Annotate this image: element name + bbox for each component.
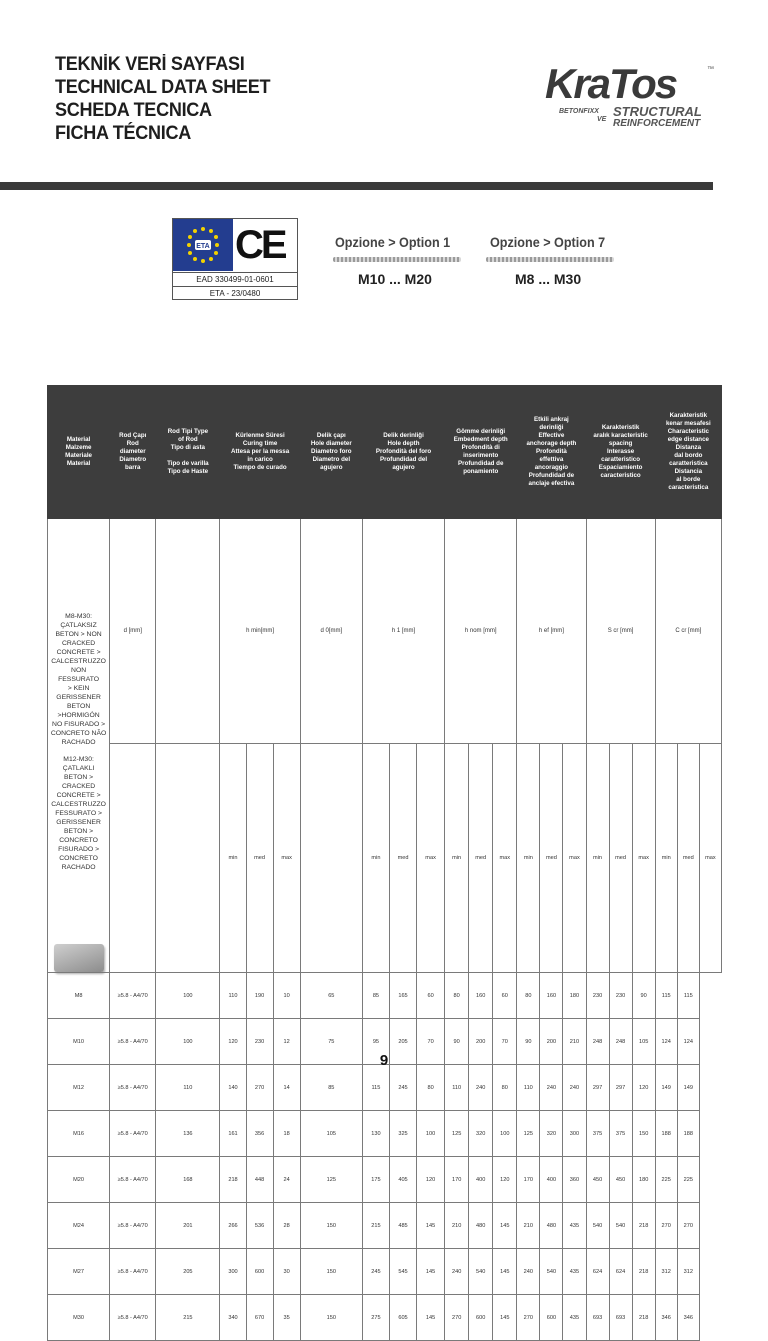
option-7-range: M8 ... M30 xyxy=(515,271,582,287)
curing-time-2: 670 xyxy=(246,1295,273,1341)
sub-scr-1: med xyxy=(609,743,632,972)
hole-diameter: 18 xyxy=(273,1111,300,1157)
sub-empty-d0 xyxy=(300,743,362,972)
h1-1: 245 xyxy=(362,1249,389,1295)
rod-type: ≥5.8 - A4/70 xyxy=(110,973,156,1019)
scr-2: 248 xyxy=(609,1019,632,1065)
sub-empty-type xyxy=(156,743,220,972)
unit-h1: h 1 [mm] xyxy=(362,519,444,744)
h1-0: 150 xyxy=(300,1249,362,1295)
hef-0: 145 xyxy=(493,1203,517,1249)
unit-d: d [mm] xyxy=(110,519,156,744)
header-edge-distance: Karakteristik kenar mesafesi Characteristic edge distance Distanza dal bordo caratteristica Distancia al borde caracteristica xyxy=(655,386,721,519)
table-row xyxy=(48,1065,722,1111)
scr-0: 435 xyxy=(563,1203,586,1249)
ccr-0: 218 xyxy=(632,1203,655,1249)
rod-type: ≥5.8 - A4/70 xyxy=(110,1019,156,1065)
rod-type: ≥5.8 - A4/70 xyxy=(110,1295,156,1341)
hnom-2: 600 xyxy=(469,1295,493,1341)
threaded-rod-7-icon xyxy=(486,257,614,262)
h1-0: 85 xyxy=(300,1065,362,1111)
sub-hnom-1: med xyxy=(469,743,493,972)
sub-h1-2: max xyxy=(417,743,445,972)
ccr-0: 120 xyxy=(632,1065,655,1111)
rod-type: ≥5.8 - A4/70 xyxy=(110,1203,156,1249)
brand-reinforcement: REINFORCEMENT xyxy=(613,118,701,129)
scr-2: 624 xyxy=(609,1249,632,1295)
option-1-range: M10 ... M20 xyxy=(358,271,432,287)
curing-time-0: 205 xyxy=(156,1249,220,1295)
hef-0: 70 xyxy=(493,1019,517,1065)
minmax-row xyxy=(48,743,722,972)
header-curing-time: Kürlenme Süresi Curing time Attesa per la messa in carico Tiempo de curado xyxy=(220,386,300,519)
curing-time-1: 110 xyxy=(220,973,246,1019)
h1-2: 405 xyxy=(389,1157,416,1203)
ccr-0: 105 xyxy=(632,1019,655,1065)
brand-tm: ™ xyxy=(707,66,714,73)
hnom-2: 240 xyxy=(469,1065,493,1111)
scr-0: 360 xyxy=(563,1157,586,1203)
hnom-0: 145 xyxy=(417,1295,445,1341)
hnom-0: 60 xyxy=(417,973,445,1019)
header-material: Material Malzeme Materiale Material xyxy=(48,386,110,519)
material-uncracked: M8-M30: ÇATLAKSIZ BETON > NON CRACKED CONCRETE > CALCESTRUZZO NON FESSURATO > KEIN GERISSENER BETON >HORMIGÓN NO FISURADO > CONCRETO NÃO RACHADO xyxy=(50,613,107,746)
hnom-1: 270 xyxy=(445,1295,469,1341)
hef-1: 210 xyxy=(517,1203,540,1249)
table-row xyxy=(48,1111,722,1157)
curing-time-2: 190 xyxy=(246,973,273,1019)
ccr-0: 90 xyxy=(632,973,655,1019)
table-row xyxy=(48,973,722,1019)
title-spanish: FICHA TÉCNICA xyxy=(55,123,192,144)
hnom-0: 120 xyxy=(417,1157,445,1203)
curing-time-0: 168 xyxy=(156,1157,220,1203)
hnom-1: 90 xyxy=(445,1019,469,1065)
hnom-1: 125 xyxy=(445,1111,469,1157)
title-turkish: TEKNİK VERİ SAYFASI xyxy=(55,54,245,75)
ccr-0: 218 xyxy=(632,1249,655,1295)
ccr-1: 346 xyxy=(655,1295,677,1341)
scr-1: 450 xyxy=(586,1157,609,1203)
ce-certificate-box xyxy=(172,218,298,300)
rod-type: ≥5.8 - A4/70 xyxy=(110,1157,156,1203)
scr-0: 435 xyxy=(563,1295,586,1341)
ccr-2: 225 xyxy=(677,1157,699,1203)
h1-1: 115 xyxy=(362,1065,389,1111)
scr-2: 230 xyxy=(609,973,632,1019)
hole-diameter: 12 xyxy=(273,1019,300,1065)
sub-scr-2: max xyxy=(632,743,655,972)
sub-hef-1: med xyxy=(540,743,563,972)
hef-1: 80 xyxy=(517,973,540,1019)
eta-label: ETA xyxy=(196,243,210,250)
ccr-1: 225 xyxy=(655,1157,677,1203)
header-spacing: Karakteristik aralık karacteristic spacing Interasse caratteristico Espaciamiento caracteristico xyxy=(586,386,655,519)
unit-scr: S cr [mm] xyxy=(586,519,655,744)
sub-hnom-0: min xyxy=(445,743,469,972)
scr-2: 297 xyxy=(609,1065,632,1111)
hef-1: 270 xyxy=(517,1295,540,1341)
page-number: 9 xyxy=(379,1052,389,1069)
h1-0: 75 xyxy=(300,1019,362,1065)
sub-empty-d xyxy=(110,743,156,972)
hef-2: 600 xyxy=(540,1295,563,1341)
curing-time-0: 136 xyxy=(156,1111,220,1157)
rod-type: ≥5.8 - A4/70 xyxy=(110,1065,156,1111)
hef-2: 200 xyxy=(540,1019,563,1065)
h1-1: 215 xyxy=(362,1203,389,1249)
curing-time-2: 600 xyxy=(246,1249,273,1295)
h1-0: 65 xyxy=(300,973,362,1019)
rod-type: ≥5.8 - A4/70 xyxy=(110,1249,156,1295)
ccr-2: 188 xyxy=(677,1111,699,1157)
option-1-label: Opzione > Option 1 xyxy=(335,234,451,250)
curing-time-0: 110 xyxy=(156,1065,220,1111)
eta-number: ETA - 23/0480 xyxy=(173,286,297,300)
ccr-1: 188 xyxy=(655,1111,677,1157)
option-7-label: Opzione > Option 7 xyxy=(490,234,606,250)
scr-1: 230 xyxy=(586,973,609,1019)
unit-d0: d 0[mm] xyxy=(300,519,362,744)
threaded-rod-1-icon xyxy=(333,257,461,262)
ccr-0: 180 xyxy=(632,1157,655,1203)
hnom-2: 480 xyxy=(469,1203,493,1249)
h1-1: 275 xyxy=(362,1295,389,1341)
material-cell xyxy=(48,519,110,973)
ccr-2: 270 xyxy=(677,1203,699,1249)
hef-2: 480 xyxy=(540,1203,563,1249)
h1-2: 165 xyxy=(389,973,416,1019)
brand-ve: VE xyxy=(597,116,607,123)
h1-1: 95 xyxy=(362,1019,389,1065)
table-row xyxy=(48,1295,722,1341)
header-rod-diameter: Rod Çapı Rod diameter Diametro barra xyxy=(110,386,156,519)
ccr-2: 149 xyxy=(677,1065,699,1111)
scr-1: 540 xyxy=(586,1203,609,1249)
hef-1: 240 xyxy=(517,1249,540,1295)
scr-0: 240 xyxy=(563,1065,586,1111)
ccr-2: 124 xyxy=(677,1019,699,1065)
scr-1: 297 xyxy=(586,1065,609,1111)
rod-diameter: M20 xyxy=(48,1157,110,1203)
hnom-0: 100 xyxy=(417,1111,445,1157)
hef-2: 320 xyxy=(540,1111,563,1157)
hnom-0: 80 xyxy=(417,1065,445,1111)
h1-0: 125 xyxy=(300,1157,362,1203)
curing-time-0: 100 xyxy=(156,973,220,1019)
sub-hef-0: min xyxy=(517,743,540,972)
rod-diameter: M16 xyxy=(48,1111,110,1157)
hnom-2: 200 xyxy=(469,1019,493,1065)
hef-1: 125 xyxy=(517,1111,540,1157)
header-divider xyxy=(0,182,713,190)
hnom-0: 145 xyxy=(417,1203,445,1249)
hef-2: 160 xyxy=(540,973,563,1019)
hnom-1: 80 xyxy=(445,973,469,1019)
hole-diameter: 24 xyxy=(273,1157,300,1203)
units-row xyxy=(48,519,722,744)
hnom-1: 110 xyxy=(445,1065,469,1111)
technical-data-table xyxy=(47,385,722,1341)
curing-time-0: 201 xyxy=(156,1203,220,1249)
ead-number: EAD 330499-01-0601 xyxy=(173,272,297,286)
h1-2: 485 xyxy=(389,1203,416,1249)
sub-hnom-2: max xyxy=(493,743,517,972)
curing-time-0: 215 xyxy=(156,1295,220,1341)
material-cracked: M12-M30: ÇATLAKLI BETON > CRACKED CONCRETE > CALCESTRUZZO FESSURATO > GERISSENER BETON > CONCRETO FISURADO > CONCRETO RACHADO xyxy=(51,756,106,871)
brand-tagline xyxy=(613,106,702,130)
hnom-0: 70 xyxy=(417,1019,445,1065)
scr-0: 210 xyxy=(563,1019,586,1065)
rod-diameter: M24 xyxy=(48,1203,110,1249)
curing-time-1: 120 xyxy=(220,1019,246,1065)
rod-diameter: M30 xyxy=(48,1295,110,1341)
h1-2: 545 xyxy=(389,1249,416,1295)
hef-0: 120 xyxy=(493,1157,517,1203)
unit-h-min: h min[mm] xyxy=(220,519,300,744)
curing-time-2: 536 xyxy=(246,1203,273,1249)
hnom-1: 170 xyxy=(445,1157,469,1203)
table-row xyxy=(48,1157,722,1203)
curing-time-2: 230 xyxy=(246,1019,273,1065)
scr-1: 693 xyxy=(586,1295,609,1341)
ccr-0: 218 xyxy=(632,1295,655,1341)
scr-2: 540 xyxy=(609,1203,632,1249)
unit-type xyxy=(156,519,220,744)
ccr-0: 150 xyxy=(632,1111,655,1157)
h1-1: 85 xyxy=(362,973,389,1019)
hole-diameter: 28 xyxy=(273,1203,300,1249)
curing-time-1: 266 xyxy=(220,1203,246,1249)
title-italian: SCHEDA TECNICA xyxy=(55,100,212,121)
header-embedment-depth: Gömme derinliği Embedment depth Profondità di inserimento Profundidad de ponamiento xyxy=(445,386,517,519)
ccr-2: 312 xyxy=(677,1249,699,1295)
hef-0: 145 xyxy=(493,1295,517,1341)
hef-0: 80 xyxy=(493,1065,517,1111)
hnom-1: 210 xyxy=(445,1203,469,1249)
unit-ccr: C cr [mm] xyxy=(655,519,721,744)
hef-1: 110 xyxy=(517,1065,540,1111)
curing-time-1: 340 xyxy=(220,1295,246,1341)
h1-2: 205 xyxy=(389,1019,416,1065)
scr-1: 624 xyxy=(586,1249,609,1295)
sub-hef-2: max xyxy=(563,743,586,972)
curing-time-1: 218 xyxy=(220,1157,246,1203)
sub-ccr-0: min xyxy=(655,743,677,972)
hnom-2: 540 xyxy=(469,1249,493,1295)
h1-2: 245 xyxy=(389,1065,416,1111)
ccr-1: 149 xyxy=(655,1065,677,1111)
hnom-2: 400 xyxy=(469,1157,493,1203)
table-row xyxy=(48,1203,722,1249)
brand-sub xyxy=(559,108,606,124)
ccr-1: 124 xyxy=(655,1019,677,1065)
curing-time-1: 140 xyxy=(220,1065,246,1111)
rod-diameter: M10 xyxy=(48,1019,110,1065)
sub-ccr-1: med xyxy=(677,743,699,972)
hef-1: 170 xyxy=(517,1157,540,1203)
header-hole-depth: Delik derinliği Hole depth Profondità del foro Profundidad del agujero xyxy=(362,386,444,519)
table-header-row xyxy=(48,386,722,519)
hef-2: 400 xyxy=(540,1157,563,1203)
h1-1: 175 xyxy=(362,1157,389,1203)
curing-time-2: 448 xyxy=(246,1157,273,1203)
rod-diameter: M27 xyxy=(48,1249,110,1295)
hnom-2: 320 xyxy=(469,1111,493,1157)
hnom-2: 160 xyxy=(469,973,493,1019)
title-english: TECHNICAL DATA SHEET xyxy=(55,77,271,98)
scr-2: 375 xyxy=(609,1111,632,1157)
ccr-1: 312 xyxy=(655,1249,677,1295)
header-hole-diameter: Delik çapı Hole diameter Diametro foro Diametro del agujero xyxy=(300,386,362,519)
sub-h-1: med xyxy=(246,743,273,972)
ccr-1: 115 xyxy=(655,973,677,1019)
sub-scr-0: min xyxy=(586,743,609,972)
scr-2: 693 xyxy=(609,1295,632,1341)
hole-diameter: 10 xyxy=(273,973,300,1019)
unit-hef: h ef [mm] xyxy=(517,519,586,744)
hef-1: 90 xyxy=(517,1019,540,1065)
unit-hnom: h nom [mm] xyxy=(445,519,517,744)
sub-ccr-2: max xyxy=(699,743,721,972)
scr-1: 375 xyxy=(586,1111,609,1157)
scr-1: 248 xyxy=(586,1019,609,1065)
curing-time-2: 356 xyxy=(246,1111,273,1157)
rod-type: ≥5.8 - A4/70 xyxy=(110,1111,156,1157)
ccr-2: 115 xyxy=(677,973,699,1019)
curing-time-2: 270 xyxy=(246,1065,273,1111)
scr-0: 300 xyxy=(563,1111,586,1157)
hnom-1: 240 xyxy=(445,1249,469,1295)
sub-h-0: min xyxy=(220,743,246,972)
h1-2: 605 xyxy=(389,1295,416,1341)
curing-time-1: 161 xyxy=(220,1111,246,1157)
hole-diameter: 30 xyxy=(273,1249,300,1295)
brand-name: KraTos xyxy=(545,60,677,107)
hef-2: 540 xyxy=(540,1249,563,1295)
sub-h1-0: min xyxy=(362,743,389,972)
page-title-block xyxy=(55,53,282,145)
scr-2: 450 xyxy=(609,1157,632,1203)
scr-0: 435 xyxy=(563,1249,586,1295)
hole-diameter: 14 xyxy=(273,1065,300,1111)
brand-structural: STRUCTURAL xyxy=(613,104,702,119)
table-row xyxy=(48,1249,722,1295)
h1-0: 150 xyxy=(300,1295,362,1341)
kratos-logo xyxy=(545,62,715,137)
eu-flag-icon xyxy=(173,219,233,271)
header-effective-depth: Etkili ankraj derinliği Effective anchorage depth Profondità effettiva ancoraggio Profundidad de anclaje efectiva xyxy=(517,386,586,519)
hef-0: 100 xyxy=(493,1111,517,1157)
brand-betonfixx: BETONFIXX xyxy=(559,108,599,115)
ccr-1: 270 xyxy=(655,1203,677,1249)
hnom-0: 145 xyxy=(417,1249,445,1295)
hef-0: 60 xyxy=(493,973,517,1019)
ccr-2: 346 xyxy=(677,1295,699,1341)
rod-diameter: M8 xyxy=(48,973,110,1019)
hole-diameter: 35 xyxy=(273,1295,300,1341)
h1-1: 130 xyxy=(362,1111,389,1157)
sub-h1-1: med xyxy=(389,743,416,972)
table-body xyxy=(48,973,722,1341)
scr-0: 180 xyxy=(563,973,586,1019)
sub-h-2: max xyxy=(273,743,300,972)
rod-diameter: M12 xyxy=(48,1065,110,1111)
hef-0: 145 xyxy=(493,1249,517,1295)
concrete-block-icon xyxy=(54,944,104,972)
h1-2: 325 xyxy=(389,1111,416,1157)
h1-0: 150 xyxy=(300,1203,362,1249)
curing-time-0: 100 xyxy=(156,1019,220,1065)
ce-mark-icon: CE xyxy=(235,223,285,267)
h1-0: 105 xyxy=(300,1111,362,1157)
hef-2: 240 xyxy=(540,1065,563,1111)
header-rod-type: Rod Tipi Type of Rod Tipo di asta Tipo de varilla Tipo de Haste xyxy=(156,386,220,519)
curing-time-1: 300 xyxy=(220,1249,246,1295)
